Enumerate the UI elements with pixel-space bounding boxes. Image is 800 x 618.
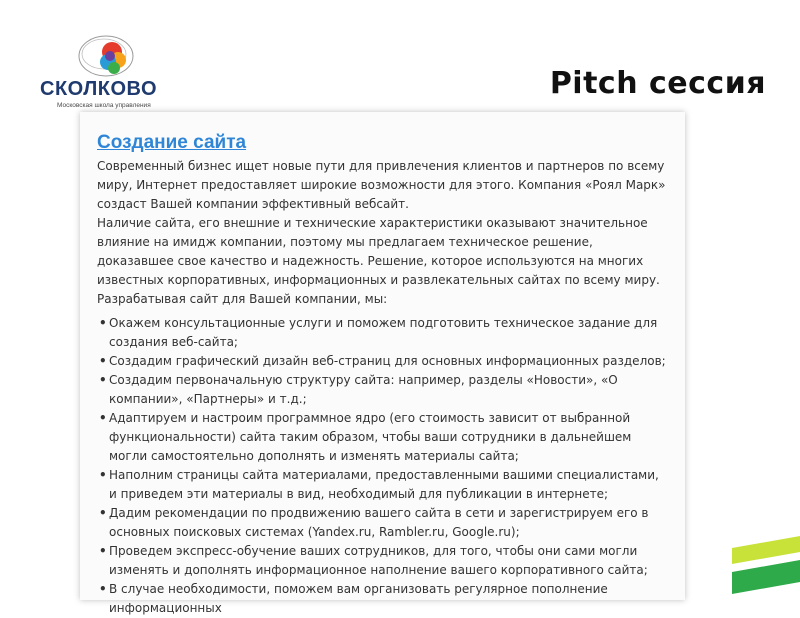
- logo-subtitle: Московская школа управления: [57, 102, 151, 109]
- skolkovo-logo: [40, 34, 160, 114]
- slide-title: Pitch сессия: [549, 66, 766, 101]
- document-panel: [80, 112, 685, 615]
- stripe-lime: [732, 536, 800, 564]
- logo-wordmark: СКОЛКОВО: [40, 78, 158, 100]
- list-item: • Дадим рекомендации по продвижению вашего сайта в сети и зарегистрируем его в основных поисковых системах (Yandex.ru, Rambler.ru, Google.ru);: [97, 504, 667, 542]
- list-item: • Создадим первоначальную структуру сайта: например, разделы «Новости», «О компании», «Партнеры» и т.д.;: [97, 371, 667, 409]
- list-item: • Наполним страницы сайта материалами, предоставленными вашими специалистами, и приведем эти материалы в вид, необходимый для публикации в интернете;: [97, 466, 667, 504]
- document-body: [97, 157, 667, 618]
- decorative-stripes: [730, 520, 800, 600]
- paragraph: Наличие сайта, его внешние и технические характеристики оказывают значительное влияние на имидж компании, поэтому мы предлагаем техническое решение, доказавшее свое качество и надежность. Решение, которое используются на многих известных корпоративных, информационных и развлекательных сайтах по всему миру.: [97, 216, 660, 287]
- list-item: • Проведем экспресс-обучение ваших сотрудников, для того, чтобы они сами могли изменять и дополнять информационное наполнение вашего корпоративного сайта;: [97, 542, 667, 580]
- list-item: • Создадим графический дизайн веб-страниц для основных информационных разделов;: [97, 352, 667, 371]
- list-item: • Окажем консультационные услуги и поможем подготовить техническое задание для создания веб-сайта;: [97, 314, 667, 352]
- list-item: • В случае необходимости, поможем вам организовать регулярное пополнение информационных: [97, 580, 667, 618]
- paragraph: Современный бизнес ищет новые пути для привлечения клиентов и партнеров по всему миру, Интернет предоставляет широкие возможности для этого. Компания «Роял Марк» создаст Вашей компании эффективный вебсайт.: [97, 159, 666, 211]
- stripe-green: [732, 560, 800, 594]
- paragraph: Разрабатывая сайт для Вашей компании, мы:: [97, 292, 388, 306]
- document-heading[interactable]: Создание сайта: [97, 132, 247, 153]
- services-list: [97, 314, 667, 618]
- list-item: • Адаптируем и настроим программное ядро (его стоимость зависит от выбранной функциональности) сайта таким образом, чтобы ваши сотрудники в дальнейшем могли самостоятельно дополнять и изменять материалы сайта;: [97, 409, 667, 466]
